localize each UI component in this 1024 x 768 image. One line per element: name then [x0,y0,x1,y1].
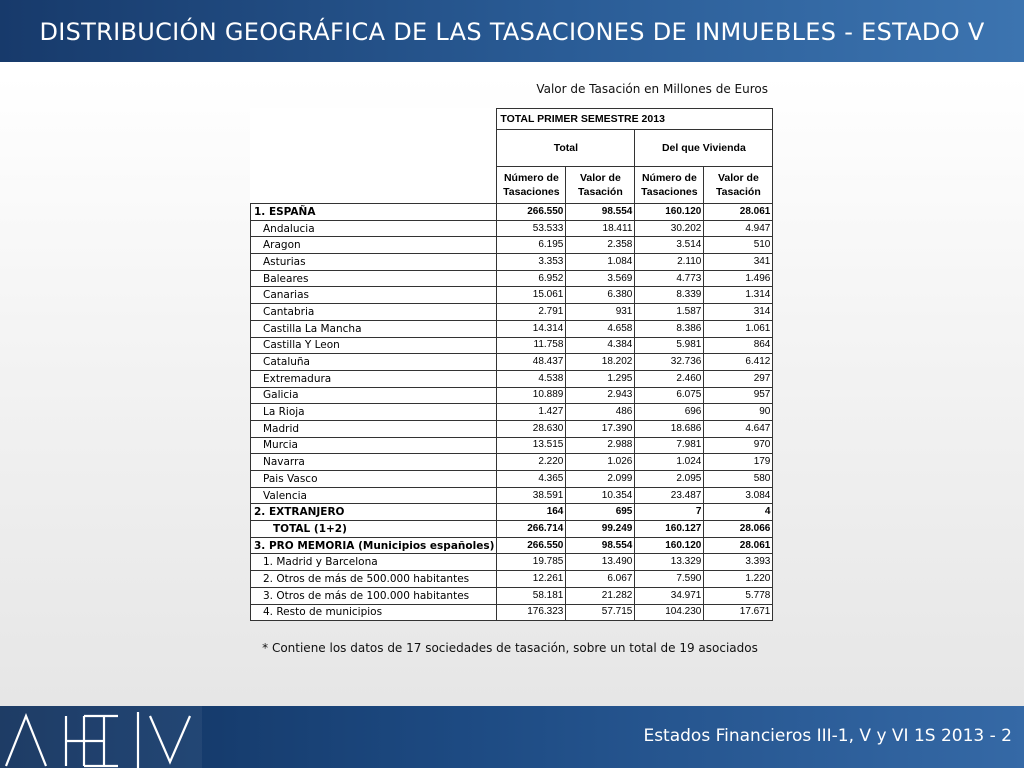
row-value: 10.889 [497,387,566,404]
valuation-table [250,108,773,621]
row-value: 13.515 [497,437,566,454]
row-label: La Rioja [251,404,497,421]
row-value: 90 [704,404,773,421]
row-label: Baleares [251,270,497,287]
row-value: 32.736 [635,354,704,371]
row-value: 99.249 [566,521,635,538]
row-value: 2.095 [635,471,704,488]
row-value: 2.460 [635,370,704,387]
row-value: 17.671 [704,604,773,621]
row-value: 266.550 [497,204,566,221]
row-value: 1.061 [704,320,773,337]
row-value: 6.380 [566,287,635,304]
row-label: 4. Resto de municipios [251,604,497,621]
row-value: 28.066 [704,521,773,538]
page-title: DISTRIBUCIÓN GEOGRÁFICA DE LAS TASACIONES DE INMUEBLES - ESTADO V [39,18,985,46]
table-row [251,270,773,287]
table-row [251,537,773,554]
row-value: 970 [704,437,773,454]
row-value: 48.437 [497,354,566,371]
table-corner [251,109,497,204]
row-value: 18.411 [566,220,635,237]
row-value: 8.339 [635,287,704,304]
row-value: 695 [566,504,635,521]
table-row [251,487,773,504]
row-value: 10.354 [566,487,635,504]
row-value: 341 [704,254,773,271]
row-value: 5.981 [635,337,704,354]
row-value: 864 [704,337,773,354]
row-label: Madrid [251,420,497,437]
row-value: 30.202 [635,220,704,237]
row-value: 4.538 [497,370,566,387]
row-label: Pais Vasco [251,471,497,488]
col-numero-vivienda: Número de Tasaciones [635,167,704,204]
row-label: Castilla Y Leon [251,337,497,354]
row-label: Valencia [251,487,497,504]
table-row [251,204,773,221]
row-value: 5.778 [704,587,773,604]
row-label: 3. PRO MEMORIA (Municipios españoles) [251,537,497,554]
row-value: 160.127 [635,521,704,538]
row-value: 164 [497,504,566,521]
table-row [251,237,773,254]
row-label: 1. ESPAÑA [251,204,497,221]
row-value: 14.314 [497,320,566,337]
table-row [251,220,773,237]
table-row [251,354,773,371]
table-body [251,204,773,621]
col-valor-vivienda: Valor de Tasación [704,167,773,204]
row-value: 1.496 [704,270,773,287]
row-label: Aragon [251,237,497,254]
col-valor-total: Valor de Tasación [566,167,635,204]
row-value: 18.202 [566,354,635,371]
row-value: 15.061 [497,287,566,304]
header-bar [0,0,1024,62]
row-value: 8.386 [635,320,704,337]
row-value: 696 [635,404,704,421]
row-value: 28.061 [704,537,773,554]
group-vivienda-header: Del que Vivienda [635,130,773,167]
row-value: 314 [704,304,773,321]
row-value: 4.365 [497,471,566,488]
table-row [251,387,773,404]
table-row [251,254,773,271]
row-value: 3.393 [704,554,773,571]
row-value: 17.390 [566,420,635,437]
row-value: 176.323 [497,604,566,621]
row-value: 266.550 [497,537,566,554]
row-value: 1.427 [497,404,566,421]
row-value: 179 [704,454,773,471]
row-value: 297 [704,370,773,387]
row-value: 3.569 [566,270,635,287]
table-row [251,571,773,588]
row-value: 1.295 [566,370,635,387]
row-label: Canarias [251,287,497,304]
row-value: 1.084 [566,254,635,271]
row-value: 28.061 [704,204,773,221]
row-label: Navarra [251,454,497,471]
row-value: 6.952 [497,270,566,287]
row-value: 2.943 [566,387,635,404]
row-value: 98.554 [566,204,635,221]
row-label: TOTAL (1+2) [251,521,497,538]
table-row [251,337,773,354]
row-label: Cataluña [251,354,497,371]
row-value: 4.647 [704,420,773,437]
row-value: 6.195 [497,237,566,254]
row-value: 510 [704,237,773,254]
row-value: 21.282 [566,587,635,604]
row-value: 19.785 [497,554,566,571]
row-value: 6.412 [704,354,773,371]
row-value: 2.110 [635,254,704,271]
table-row [251,587,773,604]
table-row [251,404,773,421]
row-value: 7.590 [635,571,704,588]
row-value: 4.947 [704,220,773,237]
row-value: 1.314 [704,287,773,304]
table-row [251,471,773,488]
row-value: 2.099 [566,471,635,488]
footnote: * Contiene los datos de 17 sociedades de tasación, sobre un total de 19 asociados [262,641,758,655]
row-value: 104.230 [635,604,704,621]
row-label: Asturias [251,254,497,271]
row-value: 6.067 [566,571,635,588]
row-value: 160.120 [635,204,704,221]
row-value: 160.120 [635,537,704,554]
row-value: 98.554 [566,537,635,554]
group-total-header: Total [497,130,635,167]
row-value: 58.181 [497,587,566,604]
row-value: 4.658 [566,320,635,337]
row-value: 13.490 [566,554,635,571]
row-value: 1.026 [566,454,635,471]
row-value: 57.715 [566,604,635,621]
row-label: Cantabria [251,304,497,321]
row-value: 266.714 [497,521,566,538]
row-value: 7 [635,504,704,521]
table-row [251,604,773,621]
row-value: 1.220 [704,571,773,588]
table-row [251,521,773,538]
row-value: 11.758 [497,337,566,354]
row-value: 23.487 [635,487,704,504]
row-value: 3.353 [497,254,566,271]
row-value: 2.358 [566,237,635,254]
table-row [251,554,773,571]
row-value: 2.988 [566,437,635,454]
table-row [251,420,773,437]
row-value: 1.587 [635,304,704,321]
row-value: 18.686 [635,420,704,437]
row-value: 7.981 [635,437,704,454]
row-value: 1.024 [635,454,704,471]
row-label: 2. EXTRANJERO [251,504,497,521]
row-value: 3.084 [704,487,773,504]
table-row [251,287,773,304]
table-row [251,454,773,471]
table-row [251,304,773,321]
row-label: Murcia [251,437,497,454]
row-value: 931 [566,304,635,321]
row-label: Extremadura [251,370,497,387]
table-row [251,504,773,521]
row-value: 957 [704,387,773,404]
row-label: 2. Otros de más de 500.000 habitantes [251,571,497,588]
row-label: 1. Madrid y Barcelona [251,554,497,571]
table-row [251,320,773,337]
row-value: 580 [704,471,773,488]
row-value: 3.514 [635,237,704,254]
row-label: Castilla La Mancha [251,320,497,337]
row-value: 13.329 [635,554,704,571]
row-value: 34.971 [635,587,704,604]
row-label: Andalucia [251,220,497,237]
row-value: 6.075 [635,387,704,404]
row-value: 12.261 [497,571,566,588]
col-numero-total: Número de Tasaciones [497,167,566,204]
row-value: 2.220 [497,454,566,471]
footer-bar [0,706,1024,768]
row-value: 53.533 [497,220,566,237]
row-value: 4.384 [566,337,635,354]
row-value: 2.791 [497,304,566,321]
row-value: 486 [566,404,635,421]
table-row [251,437,773,454]
row-value: 4 [704,504,773,521]
row-value: 38.591 [497,487,566,504]
row-value: 4.773 [635,270,704,287]
ahev-logo [0,706,202,768]
period-header: TOTAL PRIMER SEMESTRE 2013 [497,109,773,130]
row-label: 3. Otros de más de 100.000 habitantes [251,587,497,604]
footer-caption: Estados Financieros III-1, V y VI 1S 2013 - 2 [643,726,1012,746]
row-label: Galicia [251,387,497,404]
row-value: 28.630 [497,420,566,437]
units-subtitle: Valor de Tasación en Millones de Euros [536,82,768,96]
table-row [251,370,773,387]
